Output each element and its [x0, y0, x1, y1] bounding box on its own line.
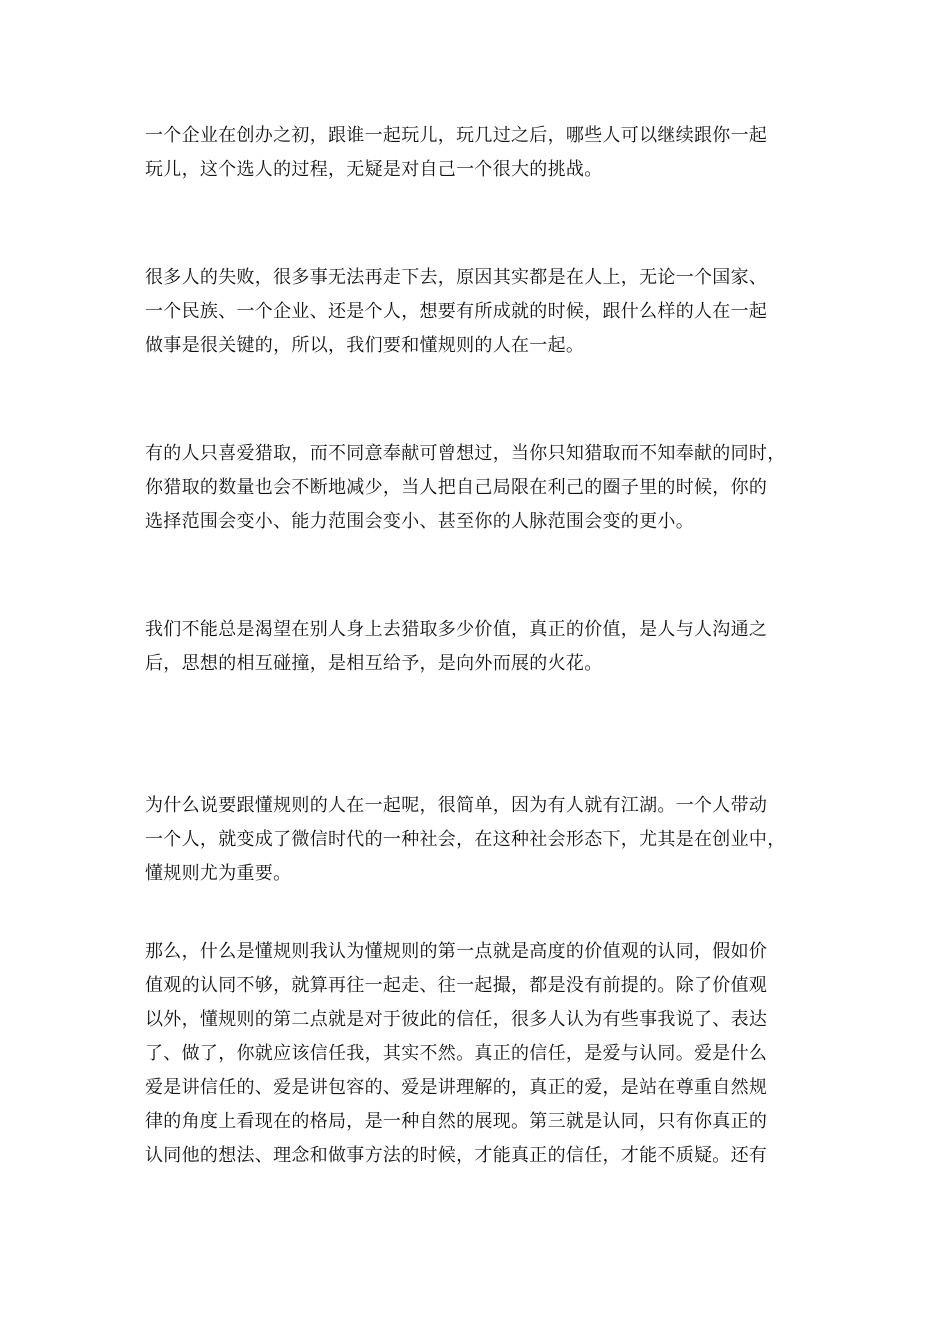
paragraph-line: 爱是讲信任的、爱是讲包容的、爱是讲理解的，真正的爱，是站在尊重自然规 — [145, 1077, 768, 1098]
paragraph-line: 很多人的失败，很多事无法再走下去，原因其实都是在人上，无论一个国家、 — [145, 267, 768, 288]
paragraph-line: 选择范围会变小、能力范围会变小、甚至你的人脉范围会变的更小。 — [145, 511, 694, 532]
paragraph-line: 一个企业在创办之初，跟谁一起玩儿，玩几过之后，哪些人可以继续跟你一起 — [145, 125, 768, 146]
paragraph-line: 那么，什么是懂规则我认为懂规则的第一点就是高度的价值观的认同，假如价 — [145, 941, 768, 962]
paragraph-line: 一个人，就变成了微信时代的一种社会，在这种社会形态下，尤其是在创业中， — [145, 829, 786, 850]
paragraph-line: 律的角度上看现在的格局，是一种自然的展现。第三就是认同，只有你真正的 — [145, 1111, 768, 1132]
paragraph-1 — [145, 119, 815, 187]
paragraph-4 — [145, 613, 815, 681]
paragraph-line: 以外，懂规则的第二点就是对于彼此的信任，很多人认为有些事我说了、表达 — [145, 1009, 768, 1030]
paragraph-line: 了、做了，你就应该信任我，其实不然。真正的信任，是爱与认同。爱是什么 — [145, 1043, 768, 1064]
paragraph-line: 你猎取的数量也会不断地减少，当人把自己局限在利己的圈子里的时候，你的 — [145, 477, 768, 498]
paragraph-line: 后，思想的相互碰撞，是相互给予，是向外而展的火花。 — [145, 653, 603, 674]
paragraph-line: 认同他的想法、理念和做事方法的时候，才能真正的信任，才能不质疑。还有 — [145, 1145, 768, 1166]
paragraph-line: 值观的认同不够，就算再往一起走、往一起撮，都是没有前提的。除了价值观 — [145, 975, 768, 996]
paragraph-3 — [145, 437, 815, 539]
paragraph-5 — [145, 789, 815, 891]
paragraph-line: 做事是很关键的，所以，我们要和懂规则的人在一起。 — [145, 335, 585, 356]
paragraph-2 — [145, 261, 815, 363]
paragraph-line: 有的人只喜爱猎取，而不同意奉献可曾想过，当你只知猎取而不知奉献的同时， — [145, 443, 786, 464]
paragraph-line: 一个民族、一个企业、还是个人，想要有所成就的时候，跟什么样的人在一起 — [145, 301, 768, 322]
paragraph-line: 我们不能总是渴望在别人身上去猎取多少价值，真正的价值，是人与人沟通之 — [145, 619, 768, 640]
paragraph-line: 为什么说要跟懂规则的人在一起呢，很简单，因为有人就有江湖。一个人带动 — [145, 795, 768, 816]
paragraph-line: 玩儿，这个选人的过程，无疑是对自己一个很大的挑战。 — [145, 159, 603, 180]
paragraph-line: 懂规则尤为重要。 — [145, 863, 292, 884]
paragraph-6 — [145, 935, 815, 1173]
